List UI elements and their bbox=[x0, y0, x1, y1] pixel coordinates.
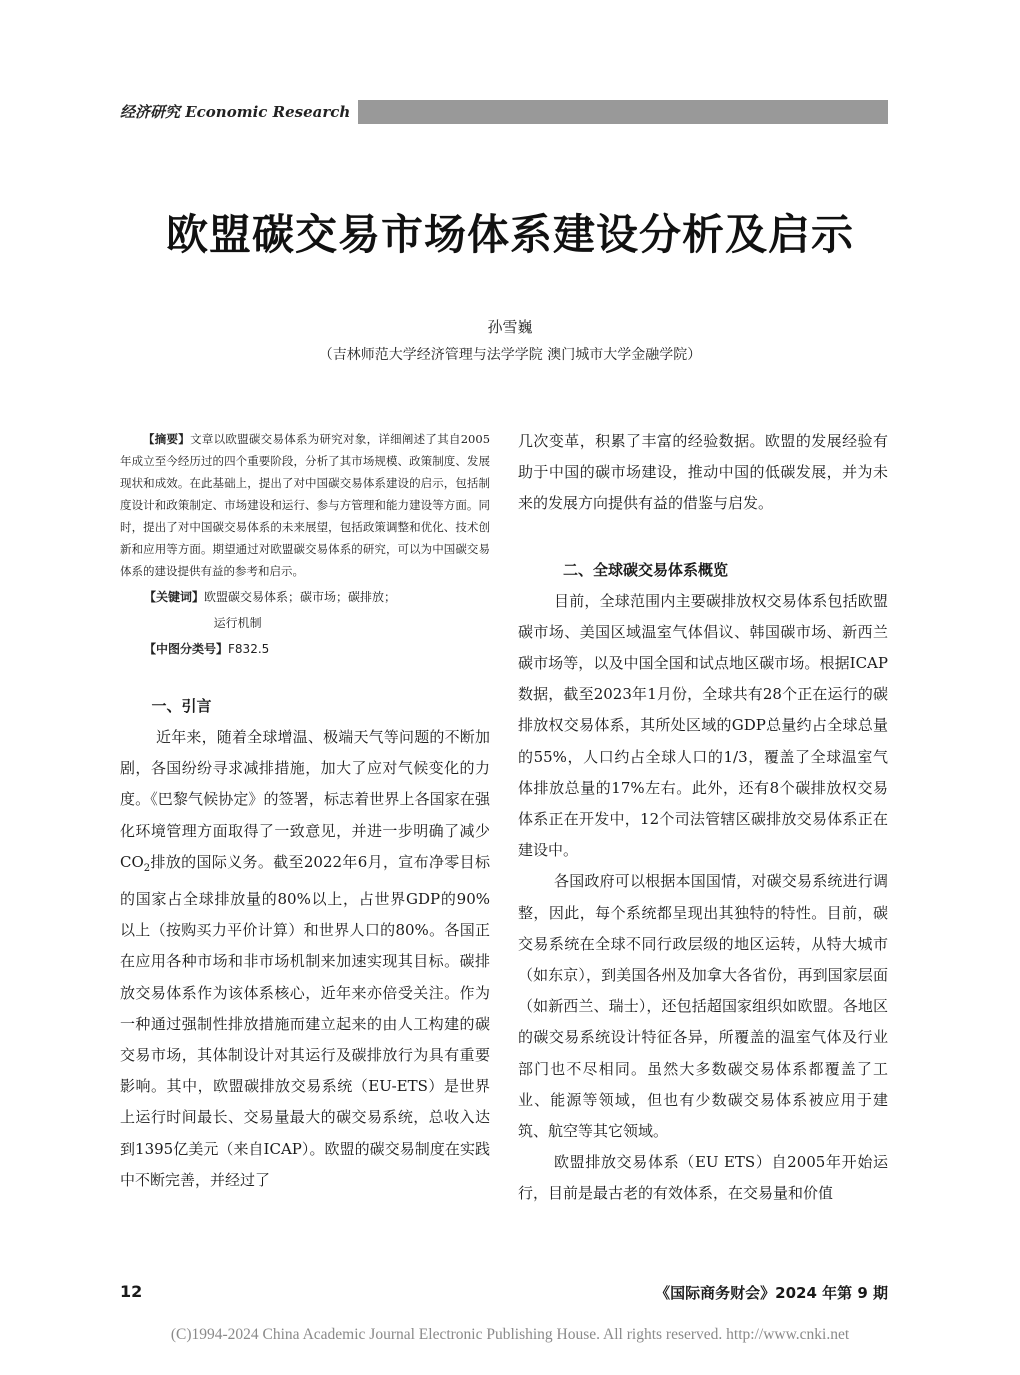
introduction-continued: 几次变革，积累了丰富的经验数据。欧盟的发展经验有助于中国的碳市场建设，推动中国的低碳发展，并为未来的发展方向提供有益的借鉴与启发。 bbox=[518, 432, 888, 513]
classification-value: F832.5 bbox=[228, 642, 270, 656]
section-header-tag: 经济研究 Economic Research bbox=[118, 100, 358, 124]
article-title: 欧盟碳交易市场体系建设分析及启示 bbox=[165, 210, 854, 259]
copyright-notice: (C)1994-2024 China Academic Journal Electronic Publishing House. All rights reserved. http://www.cnki.net bbox=[170, 1326, 850, 1343]
introduction-paragraph bbox=[120, 722, 490, 1196]
section-heading-overview: 二、全球碳交易体系概览 bbox=[563, 560, 729, 579]
right-column bbox=[518, 426, 888, 1210]
abstract bbox=[120, 428, 490, 582]
overview-paragraph-1: 目前，全球范围内主要碳排放权交易体系包括欧盟碳市场、美国区域温室气体倡议、韩国碳市场、新西兰碳市场等，以及中国全国和试点地区碳市场。根据ICAP数据，截至2023年1月份，全球共有28个正在运行的碳排放权交易体系，其所处区域的GDP总量约占全球总量的55%，人口约占全球人口的1/3，覆盖了全球温室气体排放总量的17%左右。此外，还有8个碳排放权交易体系正在开发中，12个司法管辖区碳排放交易体系正在建设中。 bbox=[518, 591, 888, 860]
classification bbox=[120, 636, 490, 662]
page-number: 12 bbox=[120, 1282, 143, 1301]
keywords-text: 欧盟碳交易体系；碳市场；碳排放； bbox=[204, 590, 397, 604]
intro-text-part1: 近年来，随着全球增温、极端天气等问题的不断加剧，各国纷纷寻求减排措施，加大了应对气候变化的力度。《巴黎气候协定》的签署，标志着世界上各国家在强化环境管理方面取得了一致意见，并进一步明确了减少 bbox=[120, 728, 490, 840]
keywords-label: 【关键词】 bbox=[144, 590, 205, 604]
overview-paragraph-3: 欧盟排放交易体系（EU ETS）自2005年开始运行，目前是最古老的有效体系，在交易量和价值 bbox=[518, 1153, 888, 1203]
section-heading-introduction: 一、引言 bbox=[151, 697, 212, 715]
overview-paragraph-2: 各国政府可以根据本国国情，对碳交易系统进行调整，因此，每个系统都呈现出其独特的特性。目前，碳交易系统在全球不同行政层级的地区运转，从特大城市（如东京），到美国各州及加拿大各省份，再到国家层面（如新西兰、瑞士），还包括超国家组织如欧盟。各地区的碳交易系统设计特征各异，所覆盖的温室气体及行业部门也不尽相同。虽然大多数碳交易体系都覆盖了工业、能源等领域，但也有少数碳交易体系被应用于建筑、航空等其它领域。 bbox=[518, 872, 888, 1141]
keywords bbox=[120, 584, 490, 610]
classification-label: 【中图分类号】 bbox=[144, 642, 229, 656]
co2-subscript: 2 bbox=[143, 862, 151, 874]
co2-base: CO bbox=[120, 852, 144, 871]
intro-text-part2: 排放的国际义务。截至2022年6月，宣布净零目标的国家占全球排放量的80%以上，占世界GDP的90%以上（按购买力平价计算）和世界人口的80%。各国正在应用各种市场和非市场机制来加速实现其目标。碳排放交易体系作为该体系核心，近年来亦倍受关注。作为一种通过强制性排放措施而建立起来的由人工构建的碳交易市场，其体制设计对其运行及碳排放行为具有重要影响。其中，欧盟碳排放交易系统（EU-ETS）是世界上运行时间最长、交易量最大的碳交易系统，总收入达到1395亿美元（来自ICAP）。欧盟的碳交易制度在实践中不断完善，并经过了 bbox=[120, 852, 490, 1189]
abstract-label: 【摘要】 bbox=[143, 432, 191, 446]
left-column bbox=[120, 428, 490, 1196]
section-header-bar bbox=[118, 100, 888, 124]
keywords-continued: 运行机制 bbox=[213, 616, 262, 630]
abstract-text: 文章以欧盟碳交易体系为研究对象，详细阐述了其自2005年成立至今经历过的四个重要阶段，分析了其市场规模、政策制度、发展现状和成效。在此基础上，提出了对中国碳交易体系建设的启示，包括制度设计和政策制定、市场建设和运行、参与方管理和能力建设等方面。同时，提出了对中国碳交易体系的未来展望，包括政策调整和优化、技术创新和应用等方面。期望通过对欧盟碳交易体系的研究，可以为中国碳交易体系的建设提供有益的参考和启示。 bbox=[120, 432, 491, 578]
journal-issue: 《国际商务财会》2024 年第 9 期 bbox=[655, 1284, 888, 1302]
author-name: 孙雪巍 bbox=[487, 318, 533, 336]
author-affiliation: （吉林师范大学经济管理与法学学院 澳门城市大学金融学院） bbox=[318, 347, 702, 363]
co2-formula bbox=[120, 852, 151, 874]
